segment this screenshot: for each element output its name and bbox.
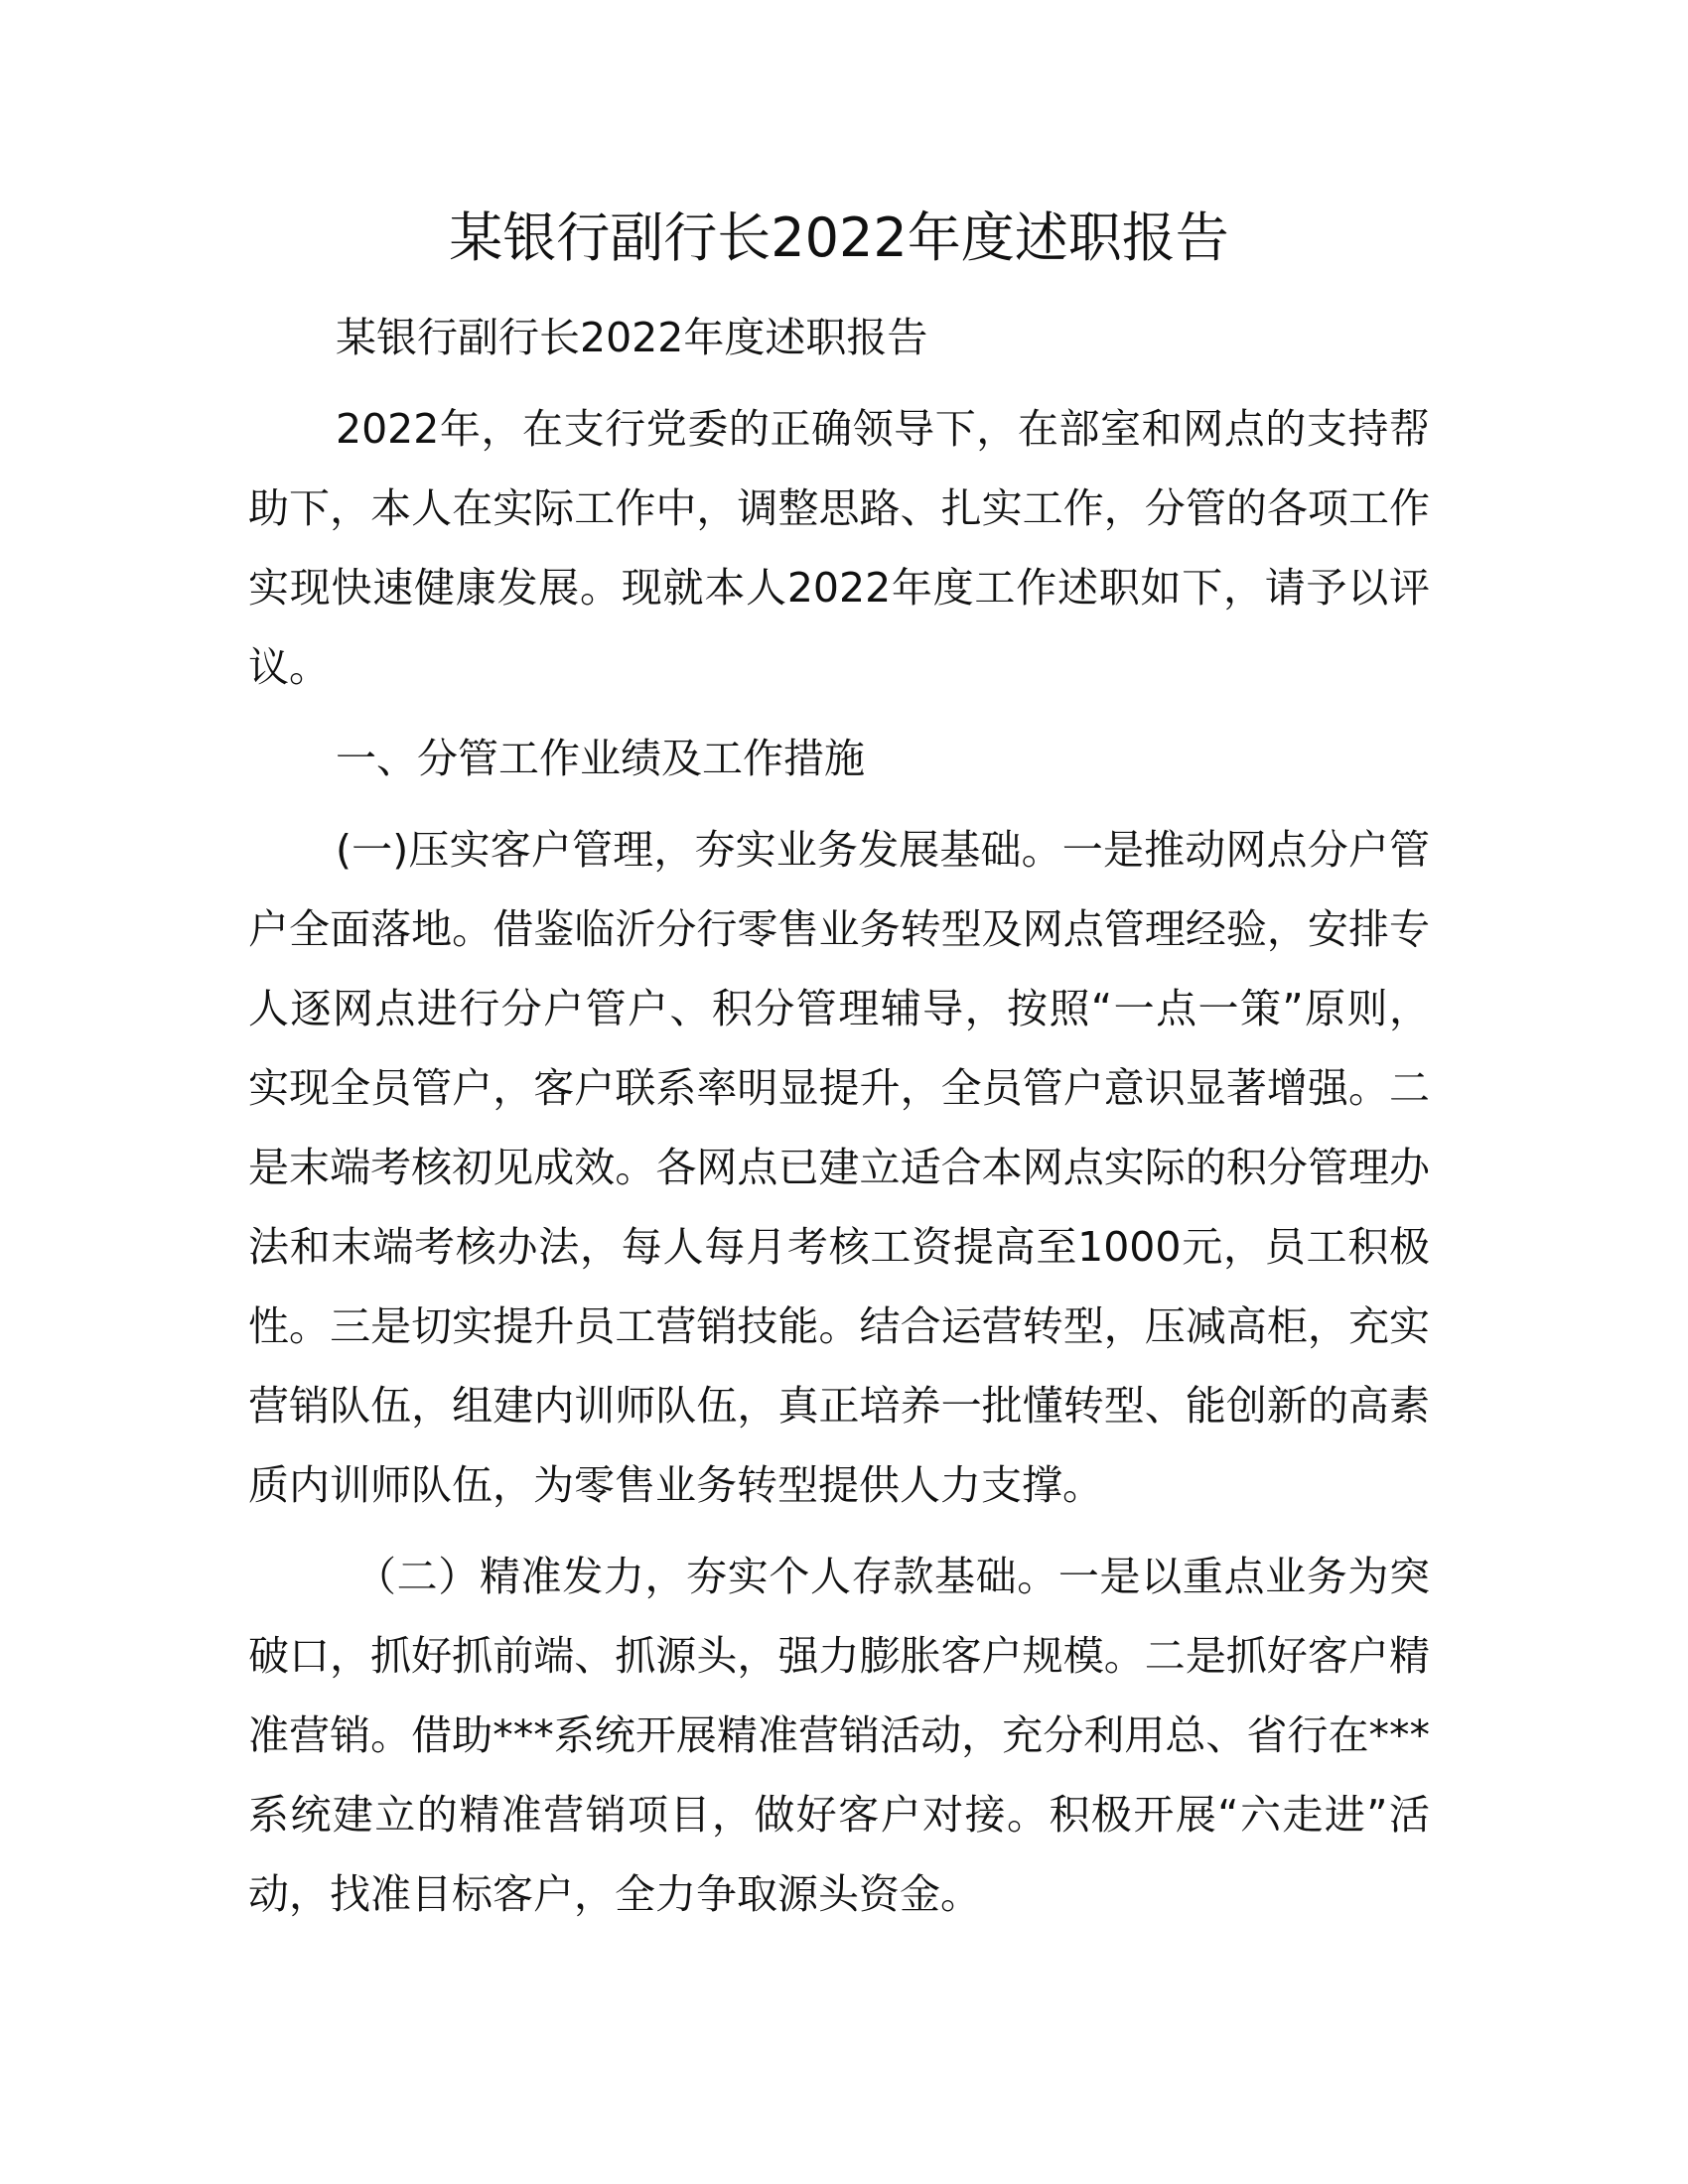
section-heading: 一、分管工作业绩及工作措施 — [336, 735, 865, 782]
subtitle-paragraph: 某银行副行长2022年度述职报告 — [336, 314, 928, 361]
document-page — [248, 189, 1430, 1946]
document-title: 某银行副行长2022年度述职报告 — [449, 206, 1229, 269]
intro-paragraph: 2022年，在支行党委的正确领导下，在部室和网点的支持帮助下，本人在实际工作中，调整思路、扎实工作，分管的各项工作实现快速健康发展。现就本人2022年度工作述职如下，请予以评议。 — [248, 405, 1430, 691]
customer-management-paragraph: (一)压实客户管理，夯实业务发展基础。一是推动网点分户管户全面落地。借鉴临沂分行零售业务转型及网点管理经验，安排专人逐网点进行分户管户、积分管理辅导，按照“一点一策”原则，实现全员管户，客户联系率明显提升，全员管户意识显著增强。二是末端考核初见成效。各网点已建立适合本网点实际的积分管理办法和末端考核办法，每人每月考核工资提高至1000元，员工积极性。三是切实提升员工营销技能。结合运营转型，压减高柜，充实营销队伍，组建内训师队伍，真正培养一批懂转型、能创新的高素质内训师队伍，为零售业务转型提供人力支撑。 — [248, 826, 1430, 1509]
personal-deposit-paragraph: （二）精准发力，夯实个人存款基础。一是以重点业务为突破口，抓好抓前端、抓源头，强力膨胀客户规模。二是抓好客户精准营销。借助***系统开展精准营销活动，充分利用总、省行在***系统建立的精准营销项目，做好客户对接。积极开展“六走进”活动，找准目标客户，全力争取源头资金。 — [248, 1553, 1430, 1918]
